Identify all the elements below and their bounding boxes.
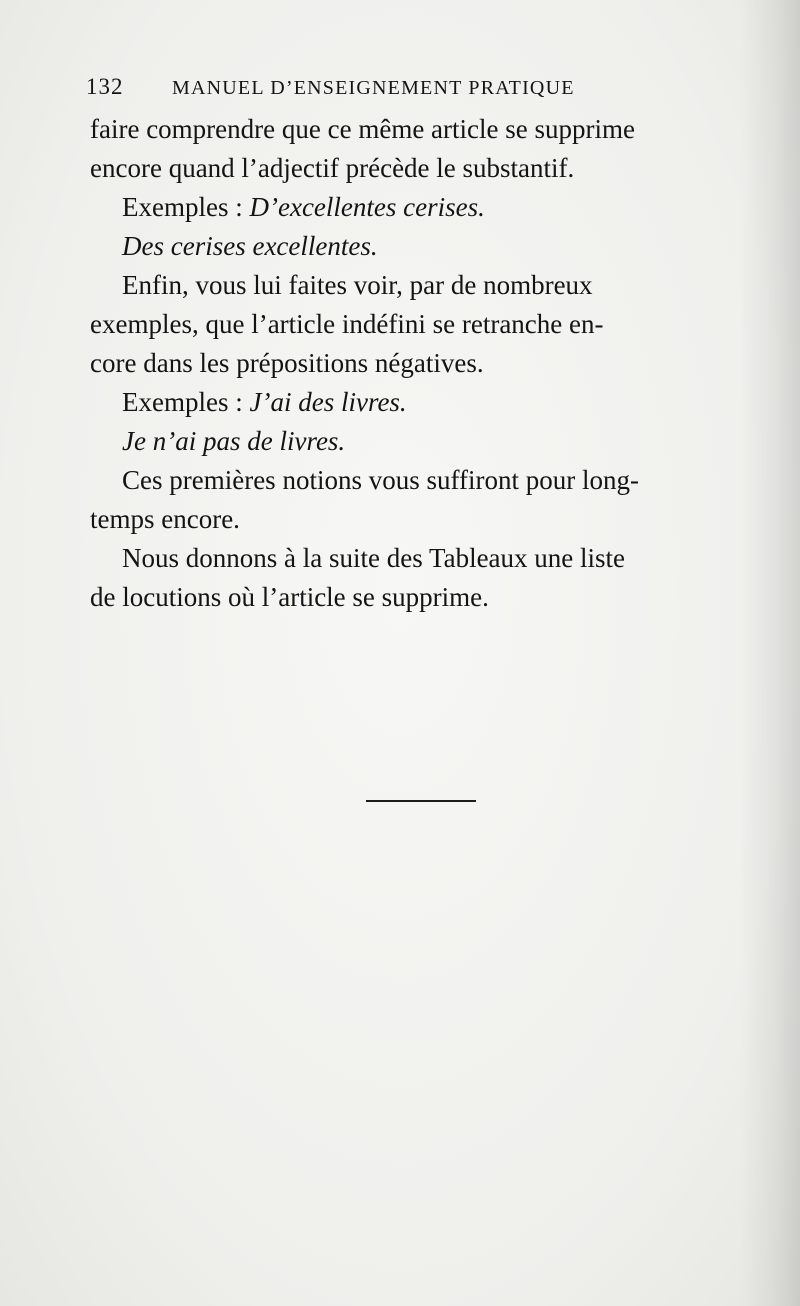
text-line: Nous donnons à la suite des Tableaux une liste — [122, 543, 626, 573]
example-label: Exemples : — [122, 387, 250, 417]
example-line — [90, 227, 740, 266]
example-label: Exemples : — [122, 192, 250, 222]
text-line: encore quand l’adjectif précède le substantif. — [90, 153, 575, 183]
example-italic: D’excellentes cerises. — [249, 192, 485, 222]
text-line: de locutions où l’article se supprime. — [90, 582, 489, 612]
page-number: 132 — [86, 74, 124, 99]
page-header — [86, 74, 656, 106]
text-line: faire comprendre que ce même article se supprime — [90, 114, 635, 144]
example-line — [90, 383, 740, 422]
running-head: MANUEL D’ENSEIGNEMENT PRATIQUE — [172, 77, 575, 99]
example-line — [90, 188, 740, 227]
example-italic: Je n’ai pas de livres. — [122, 426, 346, 456]
section-divider — [366, 800, 476, 802]
text-line: Ces premières notions vous suffiront pour long- — [122, 465, 639, 495]
text-line: exemples, que l’article indéfini se retranche en- — [90, 309, 604, 339]
example-italic: Des cerises excellentes. — [122, 231, 378, 261]
text-line: temps encore. — [90, 504, 240, 534]
body-text — [90, 110, 740, 617]
text-line: core dans les prépositions négatives. — [90, 348, 484, 378]
example-line — [90, 422, 740, 461]
page-edge-shadow — [740, 0, 800, 1306]
text-line: Enfin, vous lui faites voir, par de nombreux — [122, 270, 593, 300]
example-italic: J’ai des livres. — [249, 387, 407, 417]
